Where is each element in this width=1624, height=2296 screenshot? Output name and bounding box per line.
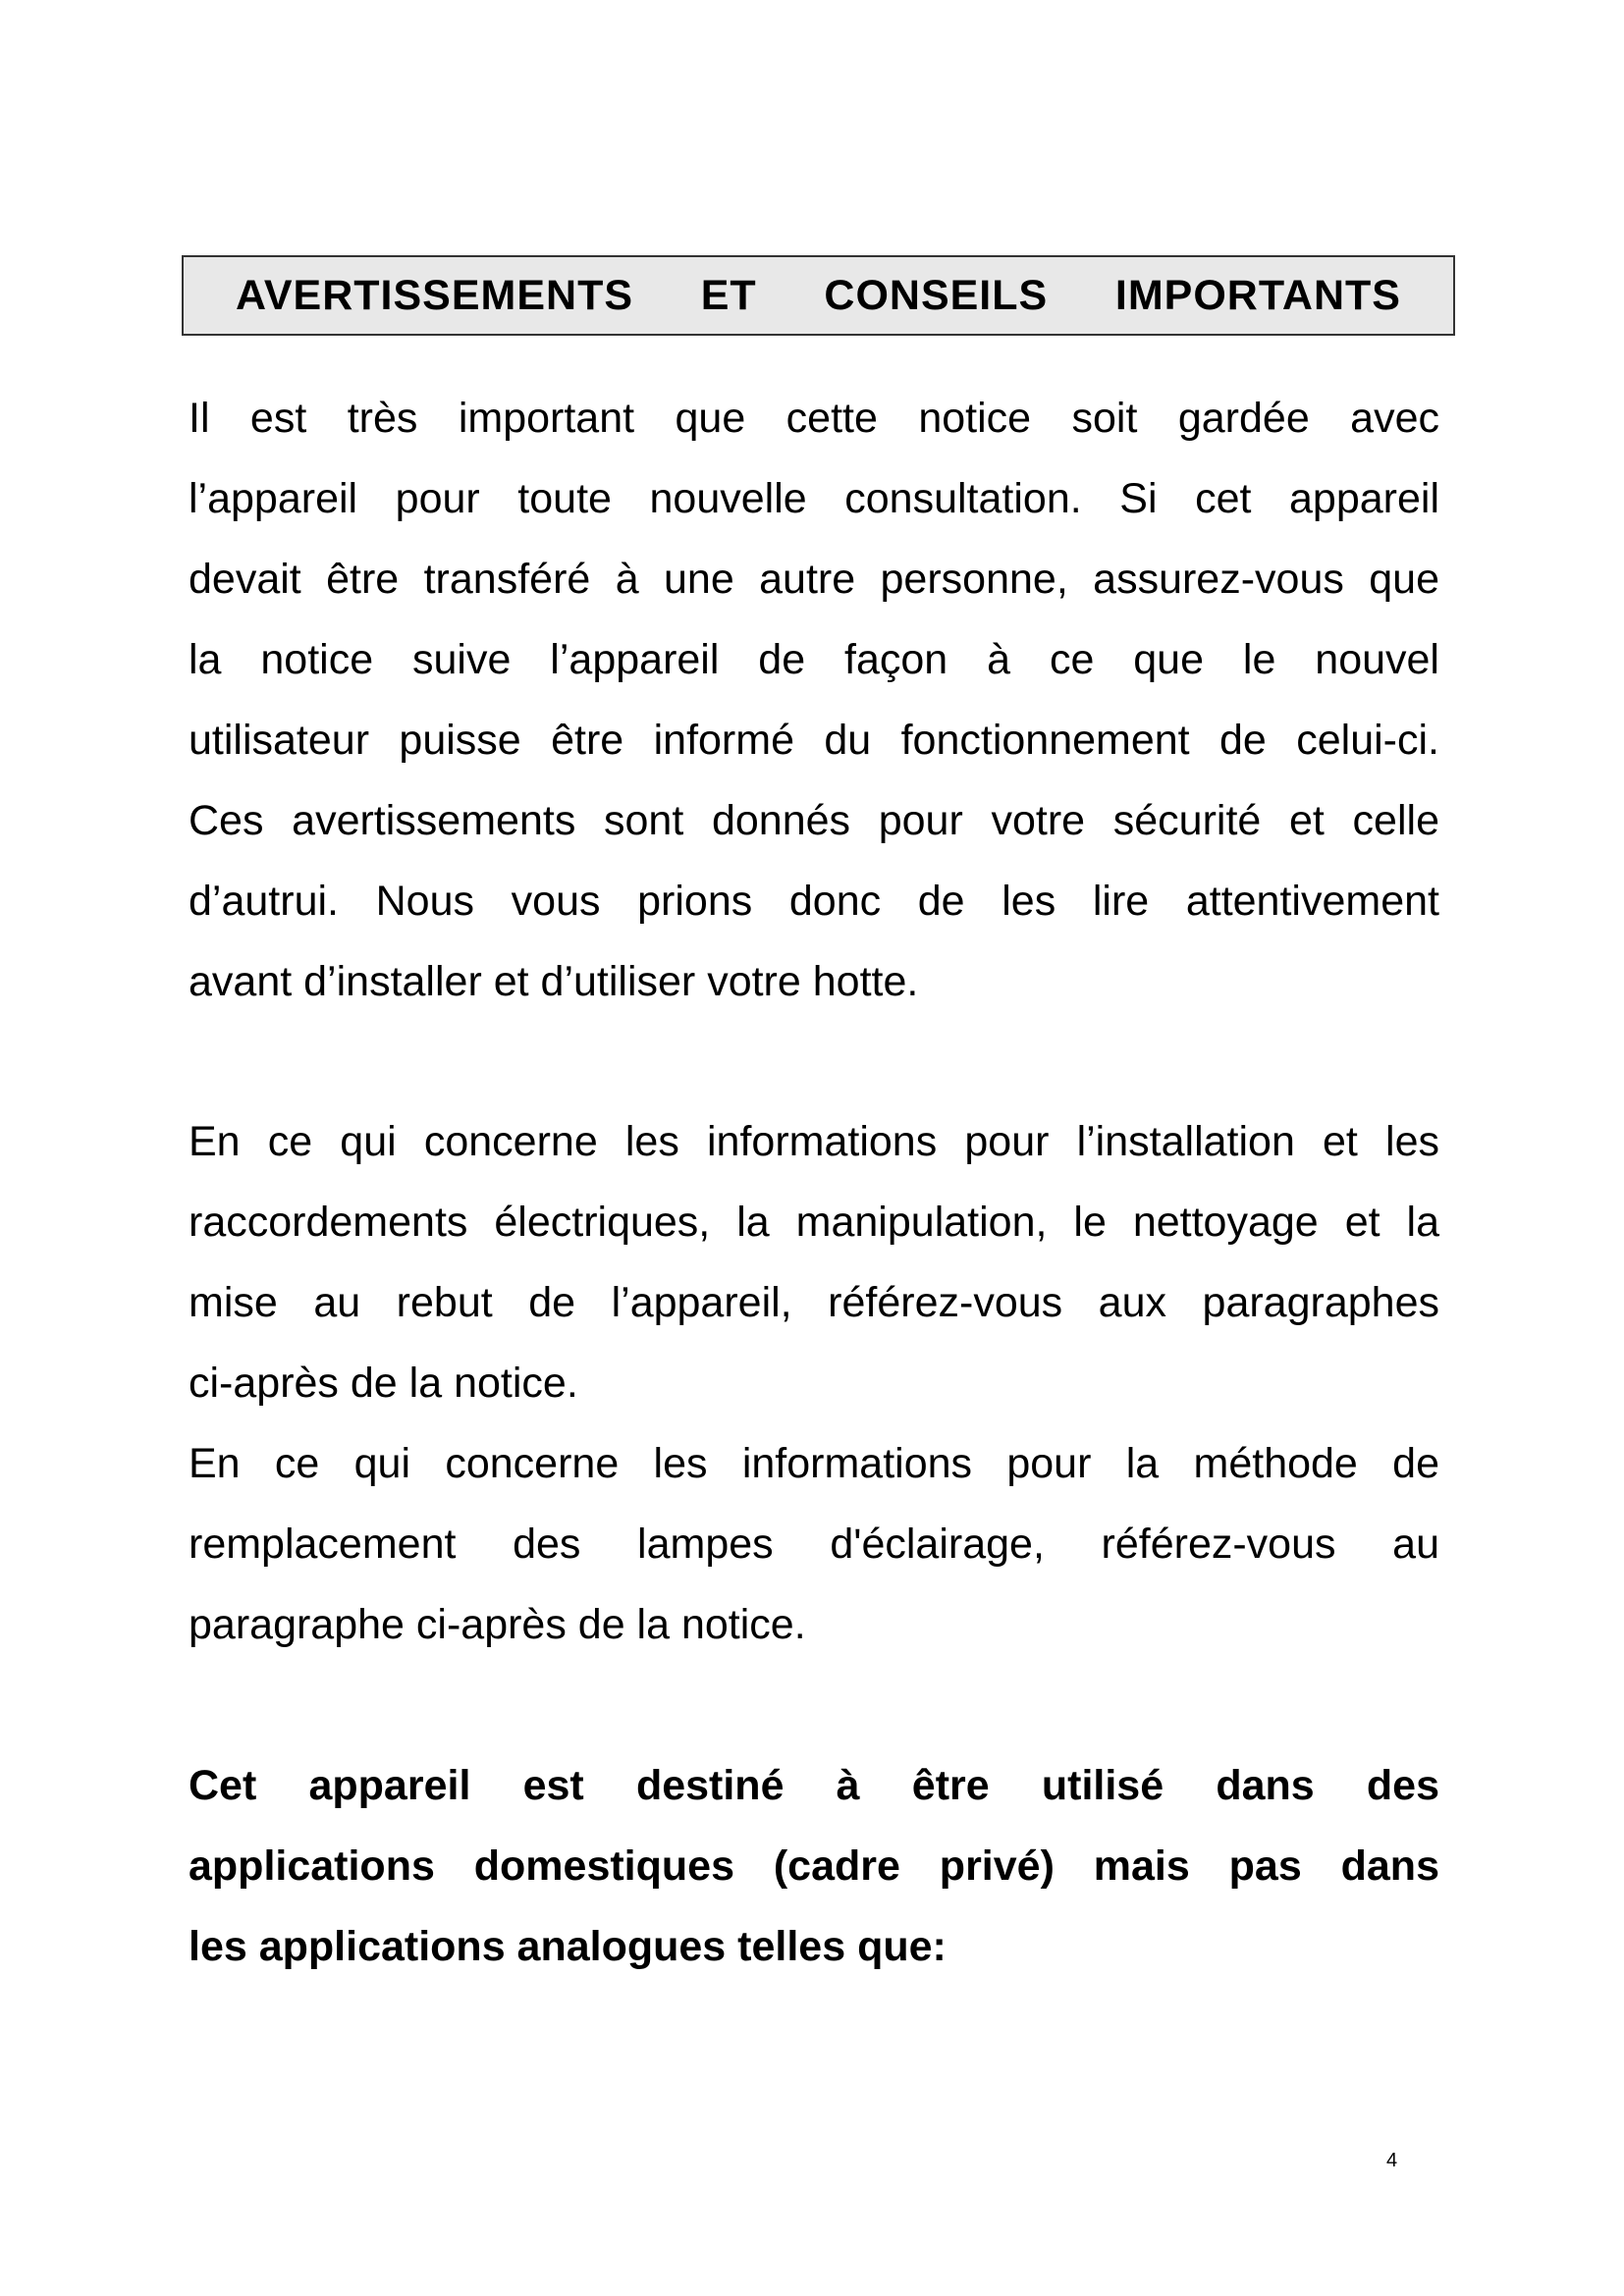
- paragraph-lamp-replacement: [189, 1423, 1439, 1665]
- paragraph-domestic-use-warning: [189, 1745, 1439, 1987]
- title-word: AVERTISSEMENTS: [236, 271, 634, 319]
- text-line: avant d’installer et d’utiliser votre hotte.: [189, 958, 919, 1005]
- text-line: remplacement des lampes d'éclairage, référez-vous au: [189, 1521, 1439, 1568]
- text-line: l’appareil pour toute nouvelle consultation. Si cet appareil: [189, 475, 1439, 522]
- paragraph-intro: [189, 378, 1439, 1022]
- text-line: En ce qui concerne les informations pour la méthode de: [189, 1440, 1439, 1487]
- title-word: CONSEILS: [824, 271, 1049, 319]
- text-line: devait être transféré à une autre personne, assurez-vous que: [189, 556, 1439, 603]
- text-line: les applications analogues telles que:: [189, 1923, 947, 1970]
- section-title-box: [182, 255, 1455, 336]
- title-word: ET: [700, 271, 757, 319]
- title-word: IMPORTANTS: [1114, 271, 1401, 319]
- text-line: Il est très important que cette notice soit gardée avec: [189, 395, 1439, 442]
- text-line: raccordements électriques, la manipulation, le nettoyage et la: [189, 1199, 1439, 1246]
- page-number: 4: [1386, 2150, 1398, 2171]
- text-line: la notice suive l’appareil de façon à ce que le nouvel: [189, 636, 1439, 683]
- paragraph-installation-info: [189, 1101, 1439, 1423]
- text-line: Cet appareil est destiné à être utilisé dans des: [189, 1762, 1439, 1809]
- text-line: paragraphe ci-après de la notice.: [189, 1601, 806, 1648]
- text-line: applications domestiques (cadre privé) mais pas dans: [189, 1842, 1439, 1890]
- text-line: mise au rebut de l’appareil, référez-vous aux paragraphes: [189, 1279, 1439, 1326]
- text-line: utilisateur puisse être informé du fonctionnement de celui-ci.: [189, 717, 1439, 764]
- text-line: En ce qui concerne les informations pour l’installation et les: [189, 1118, 1439, 1165]
- text-line: ci-après de la notice.: [189, 1360, 578, 1407]
- text-line: Ces avertissements sont donnés pour votre sécurité et celle: [189, 797, 1439, 844]
- text-line: d’autrui. Nous vous prions donc de les lire attentivement: [189, 878, 1439, 925]
